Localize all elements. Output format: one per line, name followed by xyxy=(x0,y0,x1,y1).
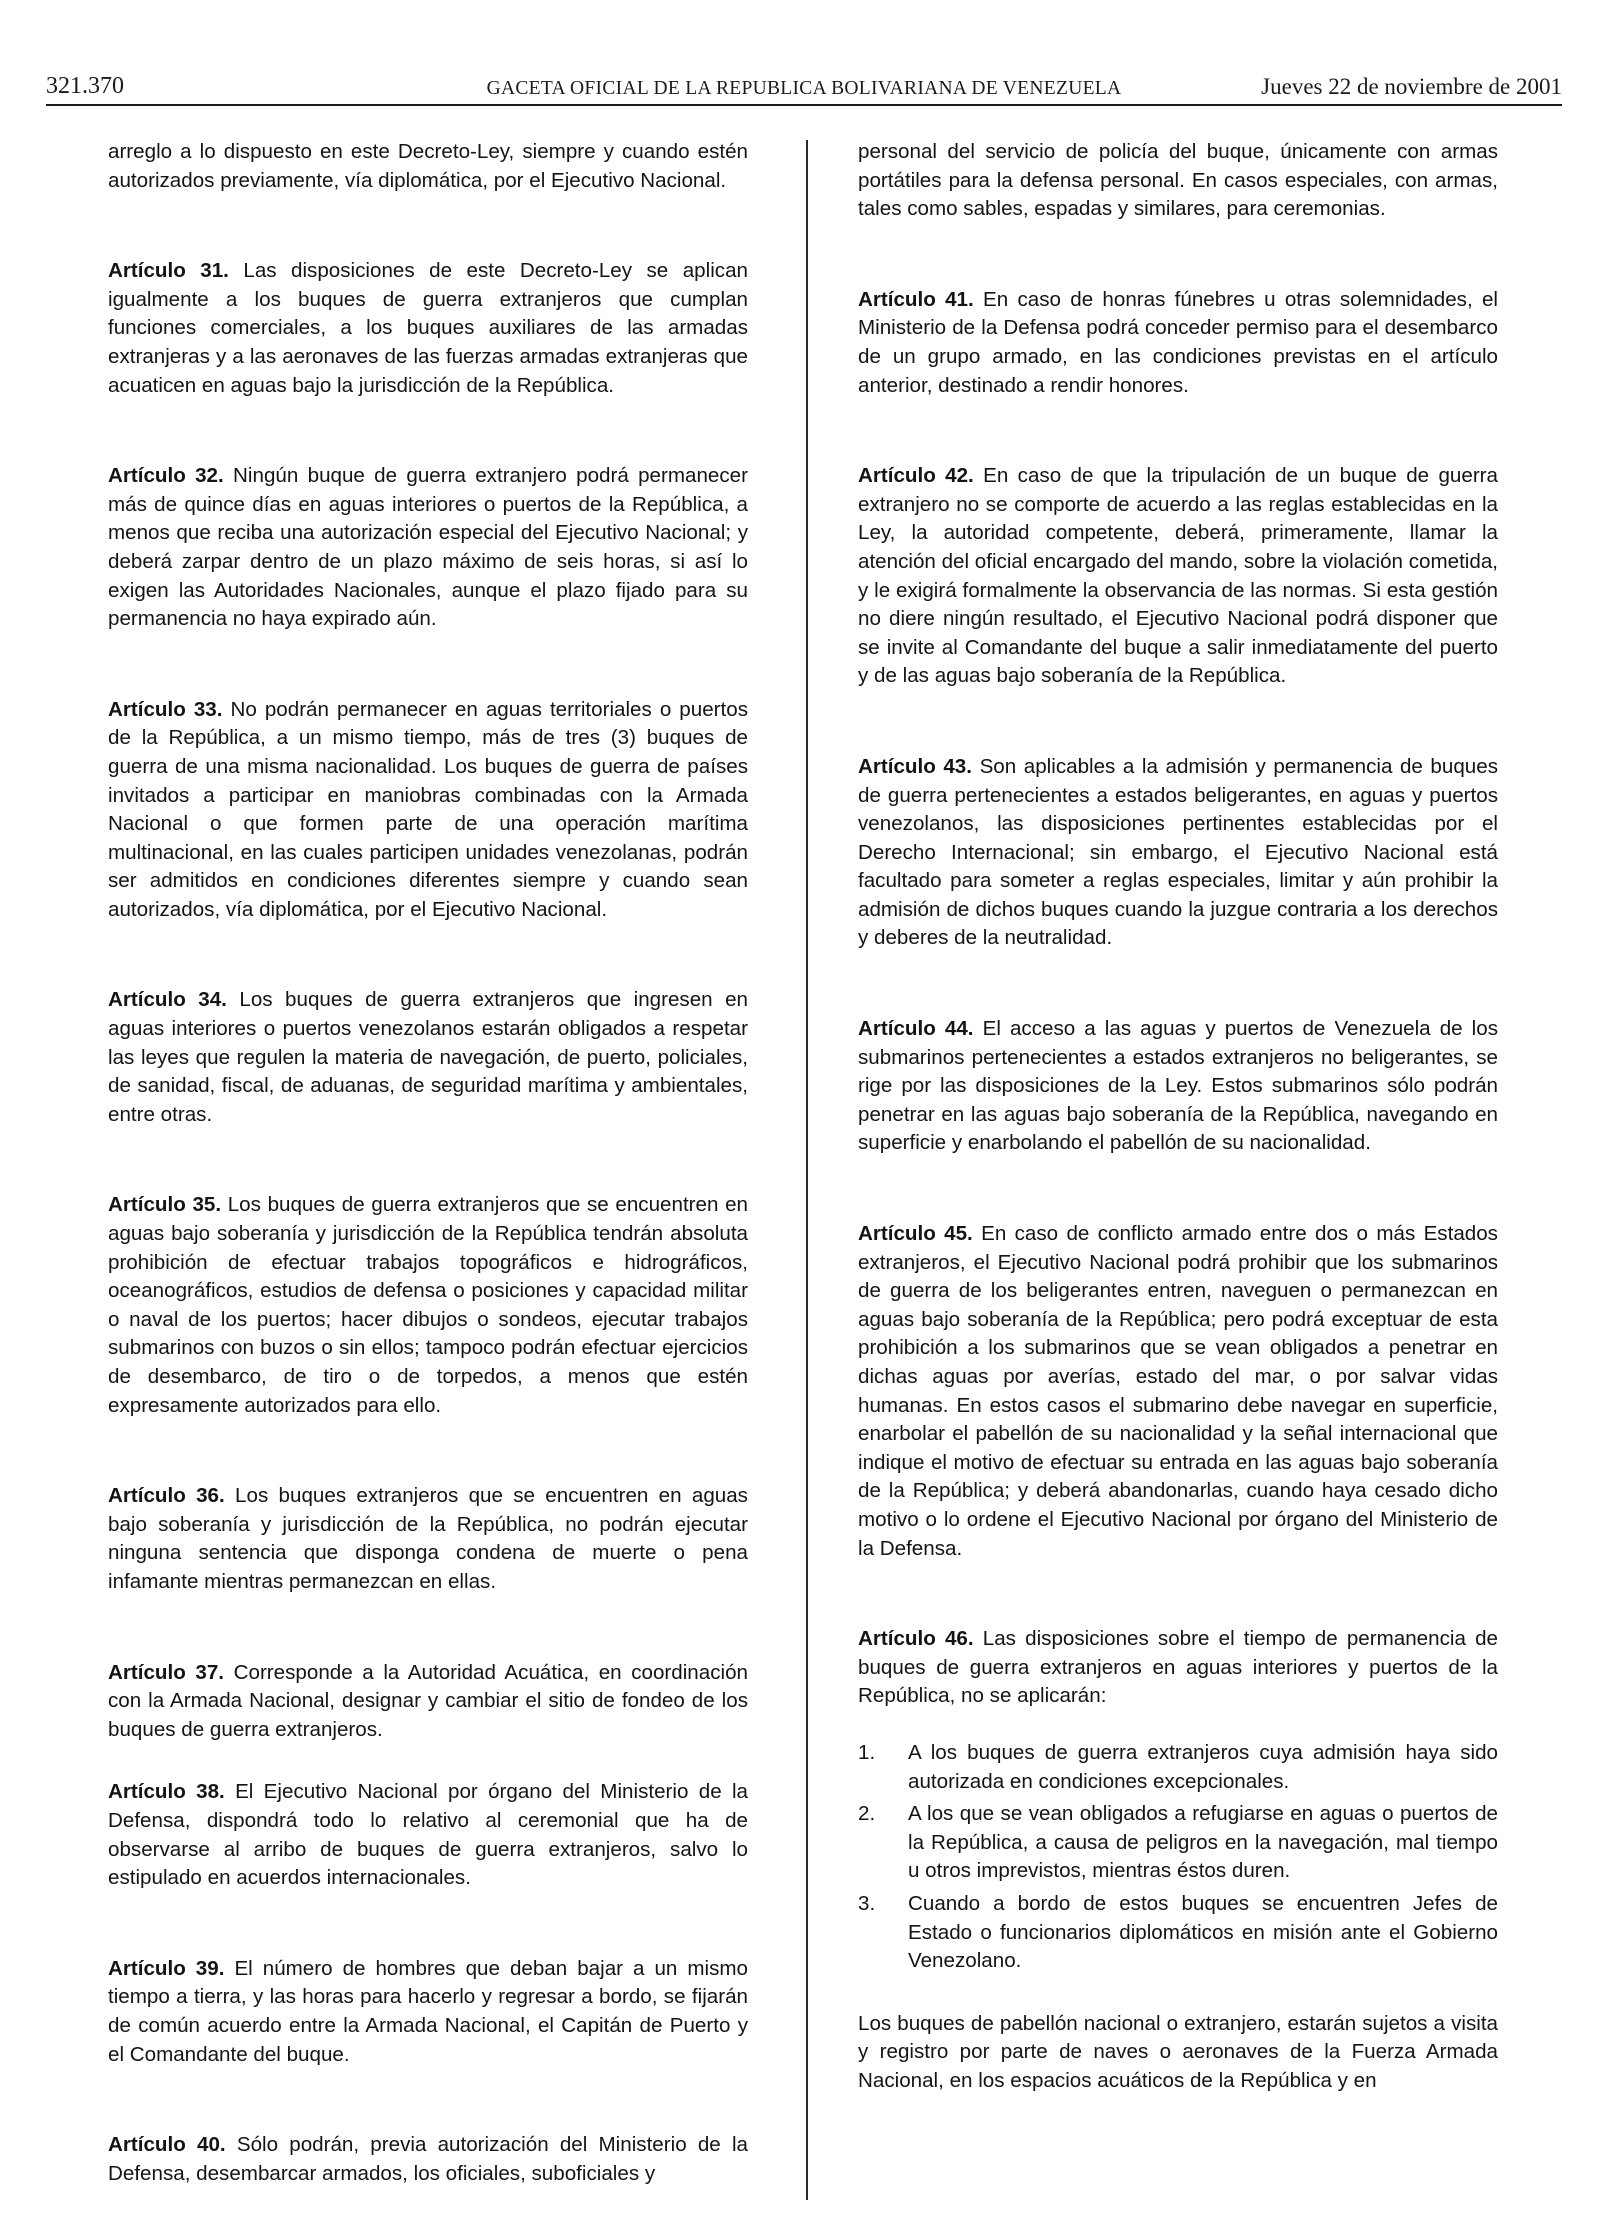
article-35 xyxy=(108,1191,748,1420)
article-text: Sólo podrán, previa autorización del Ministerio de la Defensa, desembarcar armados, los oficiales, suboficiales y xyxy=(108,2133,748,2185)
article-label: Artículo 42. xyxy=(858,464,974,488)
column-divider xyxy=(806,140,808,2200)
article-38 xyxy=(108,1778,748,1892)
page-header xyxy=(46,70,1562,106)
article-45 xyxy=(858,1220,1498,1563)
article-43 xyxy=(858,753,1498,953)
list-item xyxy=(858,1739,1498,1796)
article-text: No podrán permanecer en aguas territoriales o puertos de la República, a un mismo tiempo, más de tres (3) buques de guerra de una misma nacionalidad. Los buques de guerra de países invitados a participar en maniobras combinadas con la Armada Nacional o que formen parte de una operación marítima multinacional, en las cuales participen unidades venezolanas, podrán ser admitidos en condiciones diferentes siempre y cuando sean autorizados, vía diplomática, por el Ejecutivo Nacional. xyxy=(108,697,748,921)
article-text: Los buques de guerra extranjeros que se encuentren en aguas bajo soberanía y jurisdicción de la República tendrán absoluta prohibición de efectuar trabajos topográficos e hidrográficos, oceanográficos, estudios de defensa o posiciones y capacidad militar o naval de los puertos; hacer dibujos o sondeos, ejecutar trabajos submarinos con buzos o sin ellos; tampoco podrán efectuar ejercicios de desembarco, de tiro o de torpedos, a menos que estén expresamente autorizados para ello. xyxy=(108,1193,748,1417)
article-label: Artículo 33. xyxy=(108,697,223,721)
gazette-title: GACETA OFICIAL DE LA REPUBLICA BOLIVARIANA DE VENEZUELA xyxy=(486,78,1122,99)
list-item xyxy=(858,1890,1498,1976)
article-text: El número de hombres que deban bajar a un mismo tiempo a tierra, y las horas para hacerlo y regresar a bordo, se fijarán de común acuerdo entre la Armada Nacional, el Capitán de Puerto y el Comandante del buque. xyxy=(108,1956,748,2066)
article-37 xyxy=(108,1659,748,1745)
article-text: Son aplicables a la admisión y permanencia de buques de guerra pertenecientes a estados beligerantes, en aguas y puertos venezolanos, las disposiciones pertinentes establecidas por el Derecho Internacional; sin embargo, el Ejecutivo Nacional está facultado para someter a reglas especiales, limitar y aún prohibir la admisión de dichos buques cuando la juzgue contraria a los derechos y deberes de la neutralidad. xyxy=(858,754,1498,950)
continued-text: personal del servicio de policía del buque, únicamente con armas portátiles para la defensa personal. En casos especiales, con armas, tales como sables, espadas y similares, para ceremonias. xyxy=(858,140,1498,221)
article-label: Artículo 40. xyxy=(108,2133,226,2157)
article-label: Artículo 44. xyxy=(858,1017,974,1041)
article-32 xyxy=(108,462,748,634)
right-column xyxy=(858,138,1498,2095)
article-31 xyxy=(108,257,748,400)
list-number: 1. xyxy=(858,1740,876,1764)
article-39 xyxy=(108,1955,748,2069)
article-label: Artículo 43. xyxy=(858,754,972,778)
article-label: Artículo 37. xyxy=(108,1660,225,1684)
list-item xyxy=(858,1800,1498,1886)
article-text: En caso de honras fúnebres u otras solemnidades, el Ministerio de la Defensa podrá conceder permiso para el desembarco de un grupo armado, en las condiciones previstas en el artículo anterior, destinado a rendir honores. xyxy=(858,287,1498,397)
article-text: Corresponde a la Autoridad Acuática, en coordinación con la Armada Nacional, designar y cambiar el sitio de fondeo de los buques de guerra extranjeros. xyxy=(108,1660,748,1741)
article-label: Artículo 32. xyxy=(108,464,224,488)
list-item-text: A los buques de guerra extranjeros cuya admisión haya sido autorizada en condiciones excepcionales. xyxy=(908,1740,1498,1793)
continued-text: arreglo a lo dispuesto en este Decreto-Ley, siempre y cuando estén autorizados previamente, vía diplomática, por el Ejecutivo Nacional. xyxy=(108,140,748,192)
list-number: 2. xyxy=(858,1802,876,1826)
issue-date: Jueves 22 de noviembre de 2001 xyxy=(1261,74,1562,99)
left-column xyxy=(108,138,748,2188)
article-40 xyxy=(108,2131,748,2188)
article-label: Artículo 34. xyxy=(108,988,227,1012)
article-label: Artículo 46. xyxy=(858,1627,974,1651)
article-label: Artículo 35. xyxy=(108,1193,222,1217)
article-44 xyxy=(858,1015,1498,1158)
article-34 xyxy=(108,986,748,1129)
list-item-text: Cuando a bordo de estos buques se encuentren Jefes de Estado o funcionarios diplomáticos en misión ante el Gobierno Venezolano. xyxy=(908,1891,1498,1973)
article-label: Artículo 45. xyxy=(858,1222,973,1246)
article-text: Los buques extranjeros que se encuentren en aguas bajo soberanía y jurisdicción de la República, no podrán ejecutar ninguna sentencia que disponga condena de muerte o pena infamante mientras permanezcan en ellas. xyxy=(108,1484,748,1593)
article-text: En caso de conflicto armado entre dos o más Estados extranjeros, el Ejecutivo Nacional podrá prohibir que los submarinos de guerra de los beligerantes entren, naveguen o permanezcan en aguas bajo soberanía de la República; pero podrá exceptuar de esta prohibición a los submarinos que se vean obligados a penetrar en dichas aguas por averías, estado del mar, o por salvar vidas humanas. En estos casos el submarino debe navegar en superficie, enarbolar el pabellón de su nacionalidad y la señal internacional que indique el motivo de efectuar su entrada en las aguas bajo soberanía de la República; y deberá abandonarlas, cuando haya cesado dicho motivo o lo ordene el Ejecutivo Nacional por órgano del Ministerio de la Defensa. xyxy=(858,1222,1498,1560)
article-41 xyxy=(858,286,1498,400)
article-text: Ningún buque de guerra extranjero podrá permanecer más de quince días en aguas interiores o puertos de la República, a menos que reciba una autorización especial del Ejecutivo Nacional; y deberá zarpar dentro de un plazo máximo de seis horas, si así lo exigen las Autoridades Nacionales, aunque el plazo fijado para su permanencia no haya expirado aún. xyxy=(108,464,748,631)
article-label: Artículo 36. xyxy=(108,1484,225,1508)
page-number: 321.370 xyxy=(46,73,124,99)
article-33 xyxy=(108,696,748,925)
article-label: Artículo 39. xyxy=(108,1956,225,1980)
article-46 xyxy=(858,1625,1498,1711)
article-text: Las disposiciones sobre el tiempo de permanencia de buques de guerra extranjeros en aguas interiores y puertos de la República, no se aplicarán: xyxy=(858,1627,1498,1708)
article-42 xyxy=(858,462,1498,691)
article-text: Las disposiciones de este Decreto-Ley se aplican igualmente a los buques de guerra extranjeros que cumplan funciones comerciales, a los buques auxiliares de las armadas extranjeras y a las aeronaves de las fuerzas armadas extranjeras que acuaticen en aguas bajo la jurisdicción de la República. xyxy=(108,259,748,397)
closing-paragraph: Los buques de pabellón nacional o extranjero, estarán sujetos a visita y registro por parte de naves o aeronaves de la Fuerza Armada Nacional, en los espacios acuáticos de la República y en xyxy=(858,2011,1498,2092)
article-text: El Ejecutivo Nacional por órgano del Ministerio de la Defensa, dispondrá todo lo relativo al ceremonial que ha de observarse al arribo de buques de guerra extranjeros, salvo lo estipulado en acuerdos internacionales. xyxy=(108,1780,748,1890)
article-text: En caso de que la tripulación de un buque de guerra extranjero no se comporte de acuerdo a las reglas establecidas en la Ley, la autoridad competente, deberá, primeramente, llamar la atención del oficial encargado del mando, sobre la violación cometida, y le exigirá formalmente la observancia de las normas. Si esta gestión no diere ningún resultado, el Ejecutivo Nacional podrá disponer que se invite al Comandante del buque a salir inmediatamente del puerto y de las aguas bajo soberanía de la República. xyxy=(858,464,1498,688)
article-36 xyxy=(108,1482,748,1596)
list-item-text: A los que se vean obligados a refugiarse en aguas o puertos de la República, a causa de peligros en la navegación, mal tiempo u otros imprevistos, mientras éstos duren. xyxy=(908,1802,1498,1883)
article-text: Los buques de guerra extranjeros que ingresen en aguas interiores o puertos venezolanos estarán obligados a respetar las leyes que regulen la materia de navegación, de puerto, policiales, de sanidad, fiscal, de aduanas, de seguridad marítima y ambientales, entre otras. xyxy=(108,988,748,1126)
article-label: Artículo 31. xyxy=(108,259,229,283)
article-text: El acceso a las aguas y puertos de Venezuela de los submarinos pertenecientes a estados extranjeros no beligerantes, se rige por las disposiciones de la Ley. Estos submarinos sólo podrán penetrar en las aguas bajo soberanía de la República, navegando en superficie y enarbolando el pabellón de su nacionalidad. xyxy=(858,1017,1498,1155)
article-label: Artículo 41. xyxy=(858,287,974,311)
article-label: Artículo 38. xyxy=(108,1780,225,1804)
exception-list xyxy=(858,1739,1498,1976)
list-number: 3. xyxy=(858,1891,876,1915)
